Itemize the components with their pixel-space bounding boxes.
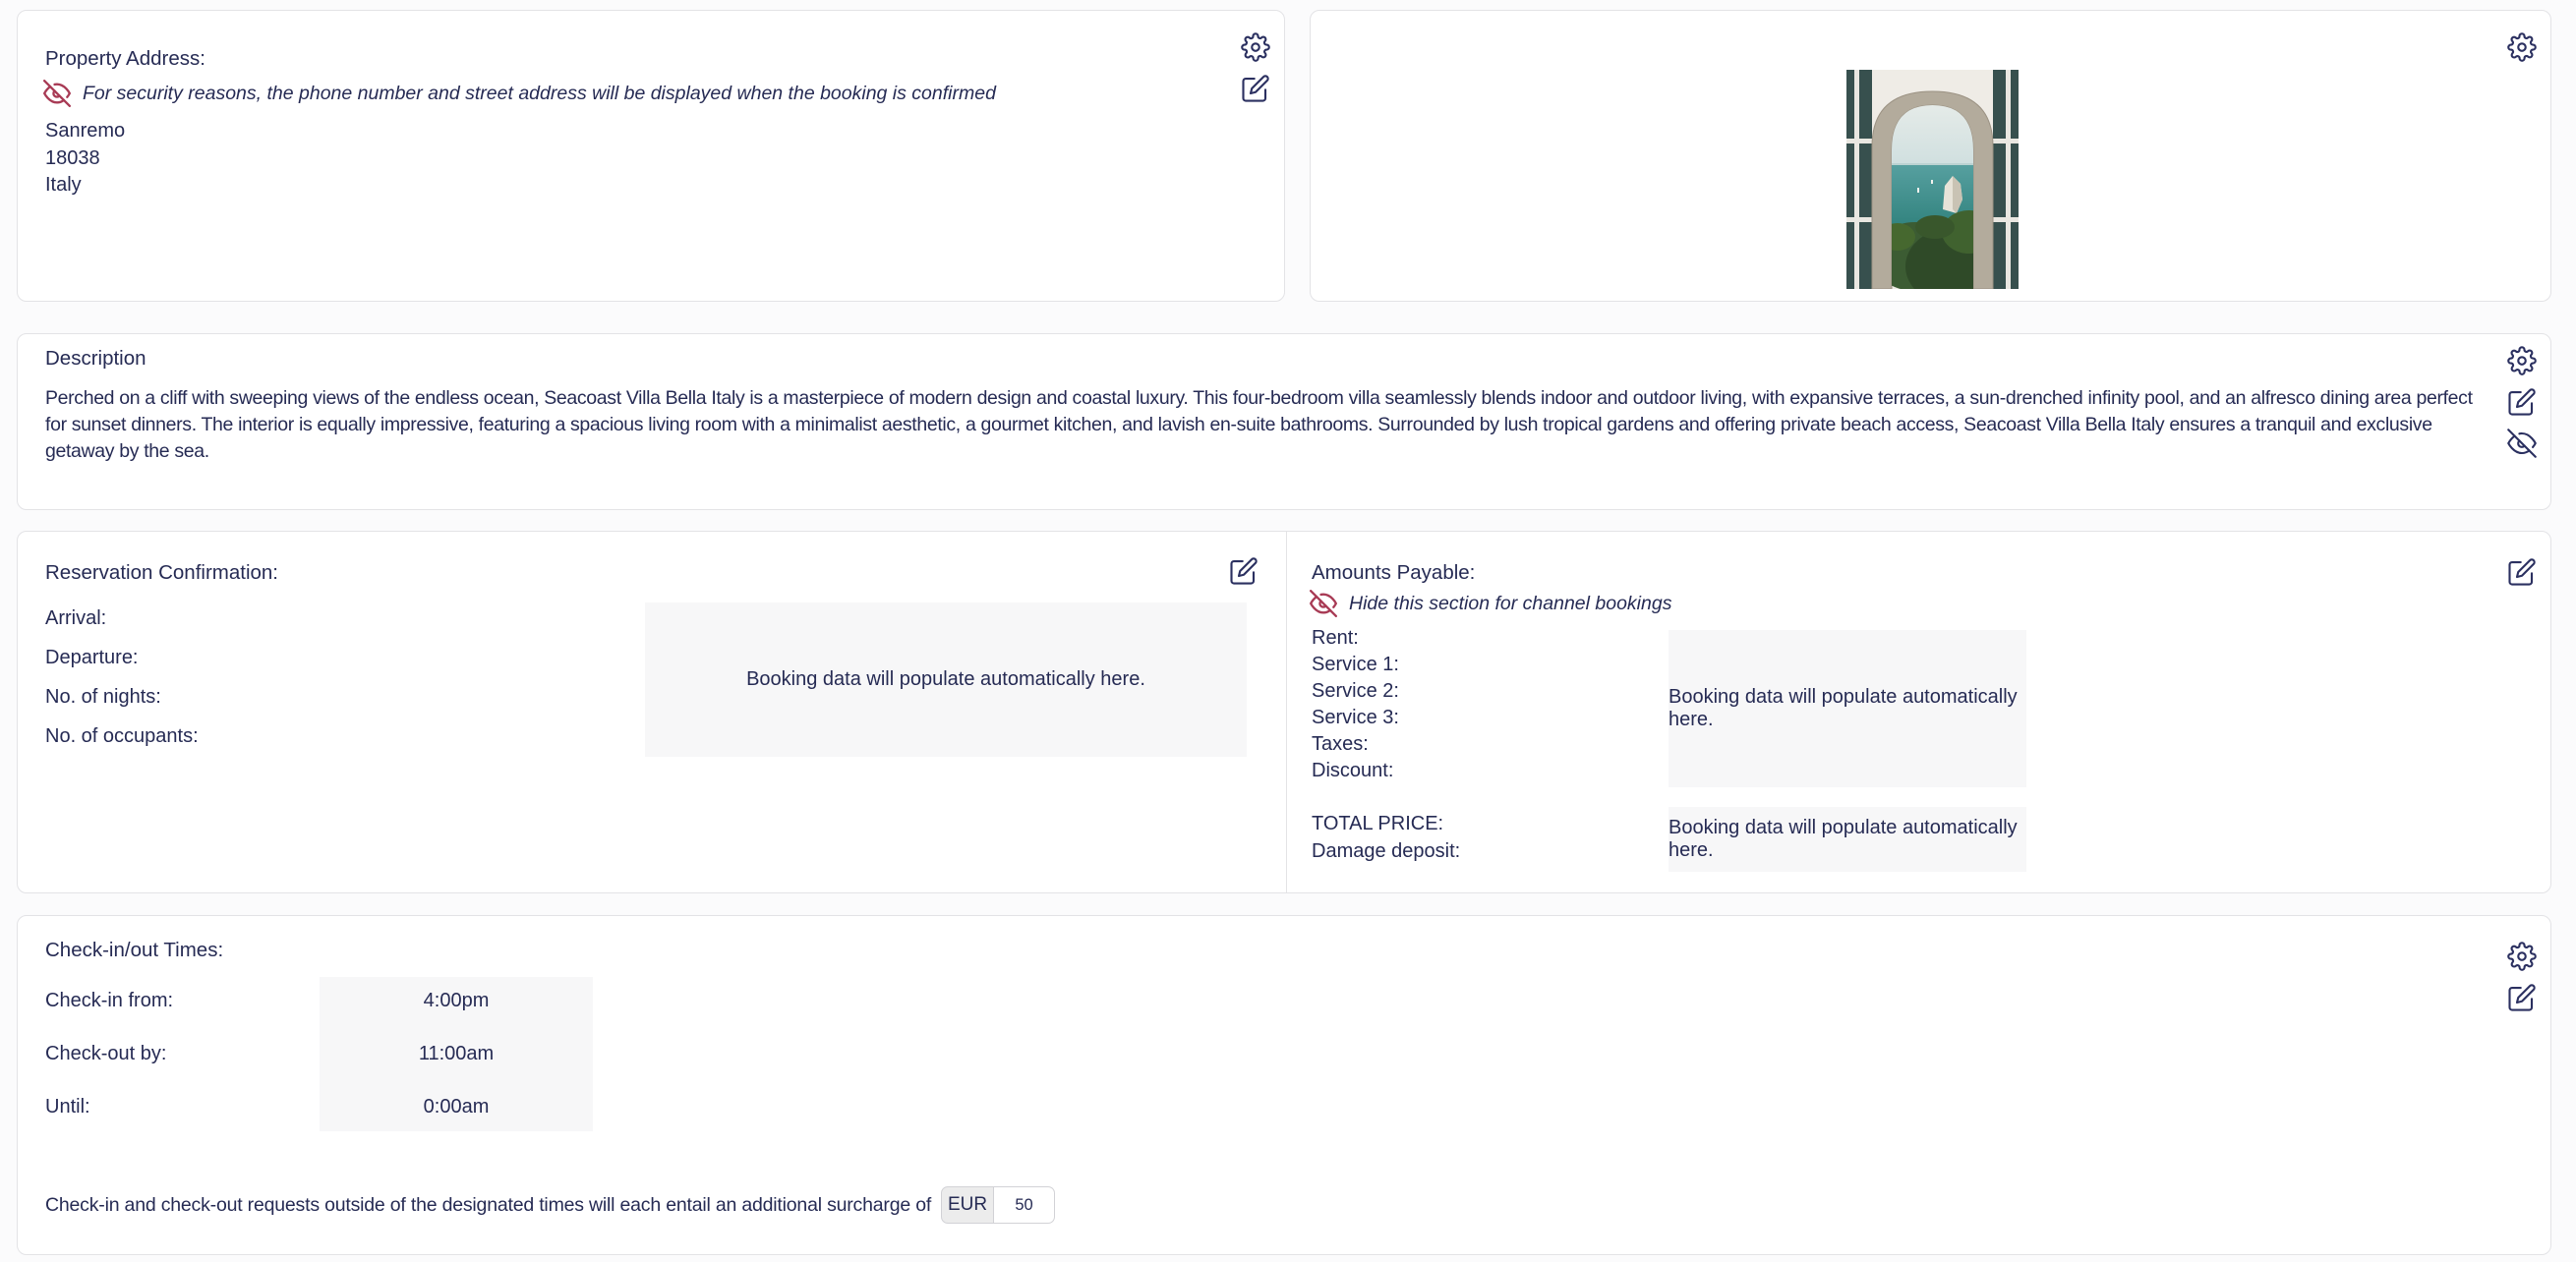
surcharge-row [45,1186,1055,1224]
edit-icon[interactable] [1229,556,1259,586]
amounts-label-deposit: Damage deposit: [1312,840,1461,862]
edit-icon[interactable] [1241,74,1270,103]
address-postcode: 18038 [45,147,100,169]
amounts-label-taxes: Taxes: [1312,733,1369,755]
red-eye-off-icon [1310,590,1337,617]
reservation-label-nights: No. of nights: [45,686,161,708]
amounts-note-row [1310,590,1671,617]
reservation-label-arrival: Arrival: [45,607,107,629]
red-eye-off-icon [43,80,71,107]
amounts-note-text: Hide this section for channel bookings [1349,593,1672,614]
gear-icon[interactable] [1241,32,1270,62]
security-note-text: For security reasons, the phone number and street address will be displayed when the booking is confirmed [83,83,996,104]
edit-icon[interactable] [2507,387,2537,417]
amounts-label-discount: Discount: [1312,760,1394,781]
property-photo [1846,70,2019,289]
gear-icon[interactable] [2507,346,2537,375]
until-value: 0:00am [423,1096,490,1118]
amounts-placeholder-text-bottom: Booking data will populate automatically here. [1669,817,2018,861]
gear-icon[interactable] [2507,32,2537,62]
address-country: Italy [45,174,82,196]
checkin-from-label: Check-in from: [45,990,174,1011]
description-title: Description [45,347,146,370]
checkout-by-value: 11:00am [418,1043,495,1064]
card-divider [1286,532,1287,892]
amounts-label-rent: Rent: [1312,627,1359,649]
surcharge-text: Check-in and check-out requests outside of the designated times will each entail an additional surcharge of [45,1193,932,1216]
security-note-row [43,80,996,107]
property-address-card [17,10,1285,302]
property-address-title: Property Address: [45,47,205,70]
amounts-label-total: TOTAL PRICE: [1312,813,1444,834]
checkin-from-value: 4:00pm [423,990,490,1011]
amounts-label-service3: Service 3: [1312,707,1399,728]
reservation-placeholder-box [645,602,1247,757]
reservation-title: Reservation Confirmation: [45,561,278,584]
description-actions [2507,346,2537,458]
currency-prefix: EUR [941,1186,994,1224]
until-label: Until: [45,1096,90,1118]
reservation-label-departure: Departure: [45,647,139,668]
amounts-actions [2507,557,2537,587]
property-photo-actions [2507,32,2537,62]
reservation-placeholder-text: Booking data will populate automatically here. [746,668,1145,690]
gear-icon[interactable] [2507,942,2537,971]
property-photo-card [1310,10,2551,302]
checkout-by-label: Check-out by: [45,1043,167,1064]
reservation-amounts-card [17,531,2551,893]
property-address-actions [1241,32,1270,103]
edit-icon[interactable] [2507,557,2537,587]
description-card [17,333,2551,510]
edit-icon[interactable] [2507,983,2537,1012]
address-city: Sanremo [45,120,126,142]
checkinout-title: Check-in/out Times: [45,939,224,961]
description-text: Perched on a cliff with sweeping views of the endless ocean, Seacoast Villa Bella Italy is a masterpiece of modern design and coastal luxury. This four-bedroom villa seamlessly blends indoor and outdoor living, with expansive terraces, a sun-drenched infinity pool, and an alfresco dining area perfect for sunset dinners. The interior is equally impressive, featuring a spacious living room with a minimalist aesthetic, a gourmet kitchen, and lavish en-suite bathrooms. Surrounded by lush tropical gardens and offering private beach access, Seacoast Villa Bella Italy ensures a tranquil and exclusive getaway by the sea. [45,387,2473,462]
checkinout-card [17,915,2551,1255]
amounts-placeholder-box-bottom [1669,807,2026,872]
surcharge-amount-input[interactable] [994,1186,1055,1224]
amounts-label-service2: Service 2: [1312,680,1399,702]
eye-off-icon[interactable] [2507,429,2537,458]
reservation-label-occupants: No. of occupants: [45,725,199,747]
checkinout-actions [2507,942,2537,1012]
amounts-placeholder-text-top: Booking data will populate automatically here. [1669,686,2018,730]
amounts-title: Amounts Payable: [1312,561,1476,584]
surcharge-input-group [941,1186,1055,1224]
amounts-placeholder-box-top [1669,630,2026,787]
amounts-label-service1: Service 1: [1312,654,1399,675]
